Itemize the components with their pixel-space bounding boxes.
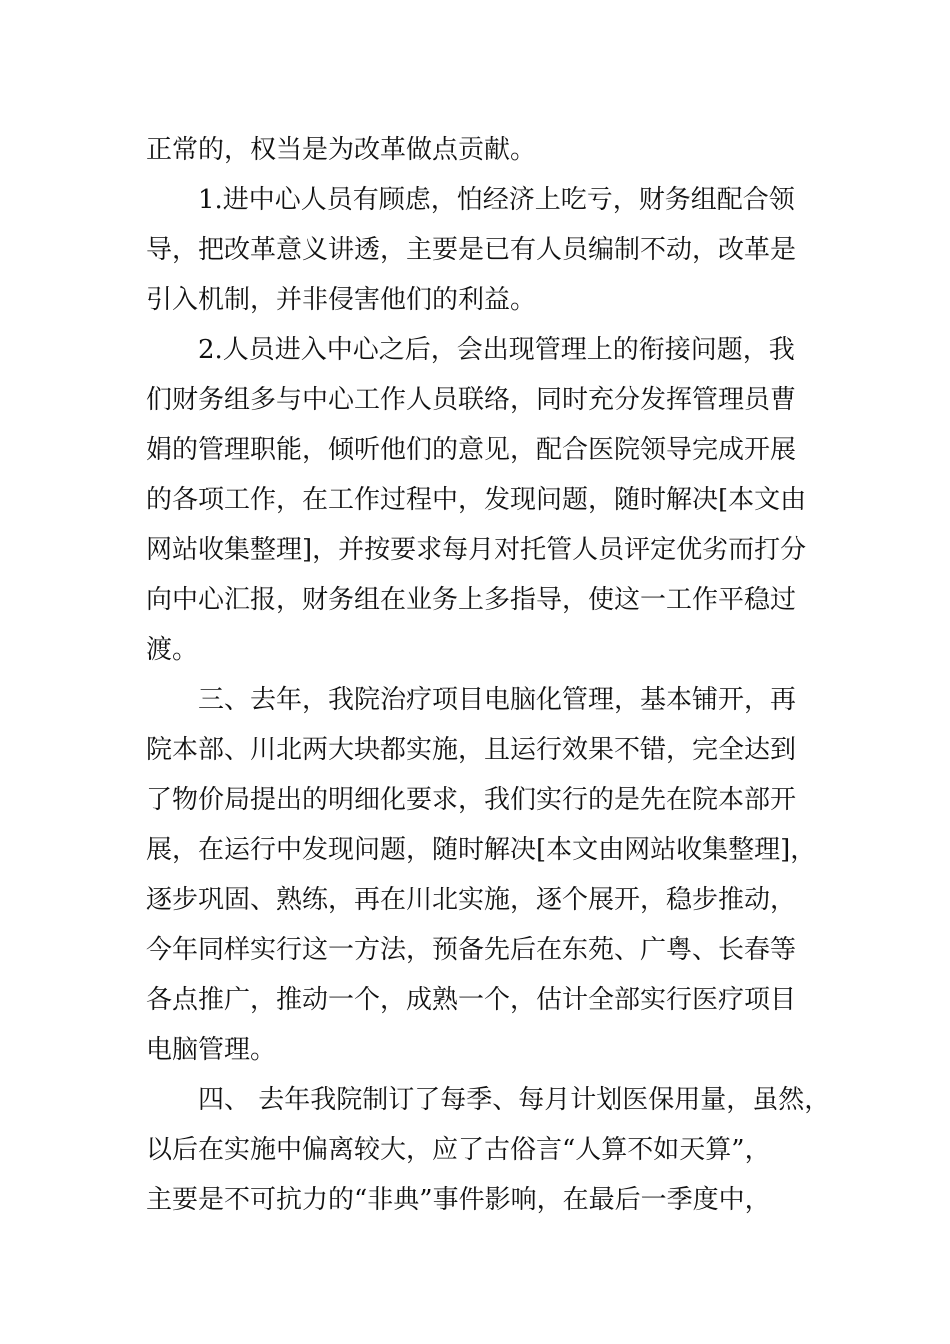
text-line: 三、去年，我院治疗项目电脑化管理，基本铺开，再 bbox=[198, 685, 797, 715]
text-line: 主要是不可抗力的“非典”事件影响，在最后一季度中， bbox=[146, 1185, 771, 1215]
text-line: 1.进中心人员有顾虑，怕经济上吃亏，财务组配合领 bbox=[198, 185, 795, 215]
text-line: 导，把改革意义讲透，主要是已有人员编制不动，改革是 bbox=[146, 235, 797, 265]
text-line: 娟的管理职能，倾听他们的意见，配合医院领导完成开展 bbox=[146, 435, 797, 465]
text-line: 2.人员进入中心之后，会出现管理上的衔接问题，我 bbox=[198, 335, 795, 365]
text-line: 展，在运行中发现问题，随时解决[本文由网站收集整理]， bbox=[146, 835, 817, 865]
text-line: 了物价局提出的明细化要求，我们实行的是先在院本部开 bbox=[146, 785, 797, 815]
text-line: 的各项工作，在工作过程中，发现问题，随时解决[本文由 bbox=[146, 485, 807, 515]
text-line: 引入机制，并非侵害他们的利益。 bbox=[146, 285, 537, 315]
text-line: 各点推广，推动一个，成熟一个，估计全部实行医疗项目 bbox=[146, 985, 797, 1015]
text-line: 院本部、川北两大块都实施，且运行效果不错，完全达到 bbox=[146, 735, 797, 765]
text-line: 向中心汇报，财务组在业务上多指导，使这一工作平稳过 bbox=[146, 585, 797, 615]
text-line: 电脑管理。 bbox=[146, 1035, 277, 1065]
text-line: 网站收集整理]，并按要求每月对托管人员评定优劣而打分 bbox=[146, 535, 807, 565]
text-line: 逐步巩固、熟练，再在川北实施，逐个展开，稳步推动， bbox=[146, 885, 797, 915]
text-line: 今年同样实行这一方法，预备先后在东苑、广粤、长春等 bbox=[146, 935, 797, 965]
text-line: 们财务组多与中心工作人员联络，同时充分发挥管理员曹 bbox=[146, 385, 797, 415]
text-line: 渡。 bbox=[146, 635, 199, 665]
text-line: 正常的，权当是为改革做点贡献。 bbox=[146, 135, 537, 165]
text-line: 以后在实施中偏离较大，应了古俗言“人算不如天算”， bbox=[146, 1135, 771, 1165]
text-line: 四、 去年我院制订了每季、每月计划医保用量，虽然， bbox=[198, 1085, 831, 1115]
